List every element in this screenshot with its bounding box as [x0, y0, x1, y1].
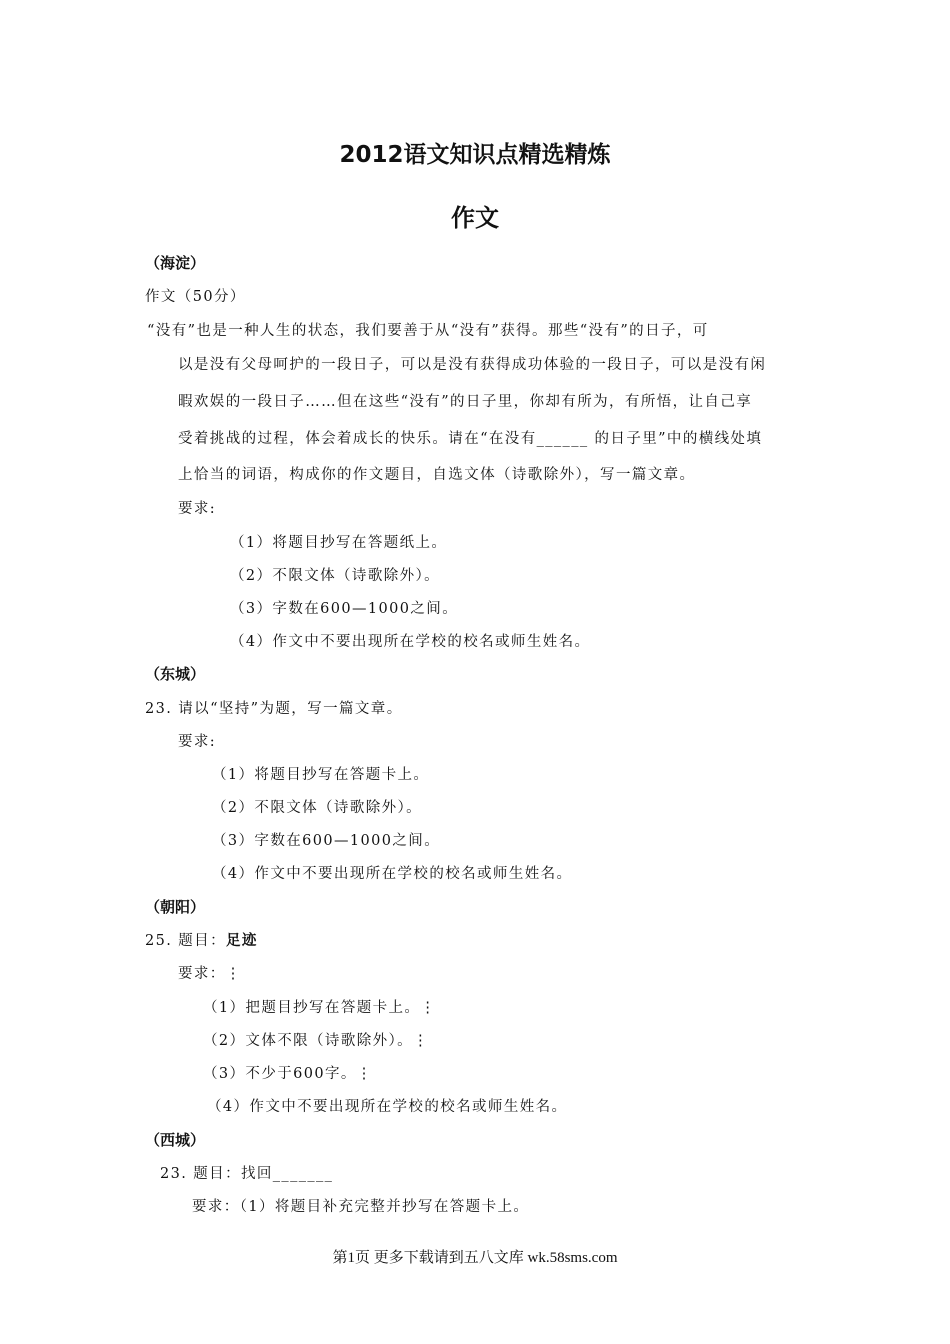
chaoyang-question [145, 929, 258, 950]
haidian-para-line: “没有”也是一种人生的状态，我们要善于从“没有”获得。那些“没有”的日子，可 [147, 323, 709, 339]
chaoyang-req-label: 要求：⋮ [178, 966, 242, 982]
dongcheng-req-item: （3）字数在600—1000之间。 [212, 833, 441, 849]
section-heading-xicheng: （西城） [145, 1131, 206, 1149]
dongcheng-req-item: （4）作文中不要出现所在学校的校名或师生姓名。 [212, 866, 573, 882]
haidian-req-label: 要求: [178, 501, 217, 517]
document-subtitle: 作文 [451, 204, 499, 232]
haidian-para-line: 暇欢娱的一段日子……但在这些“没有”的日子里，你却有所为，有所悟，让自己享 [178, 394, 753, 410]
haidian-para-line: 受着挑战的过程，体会着成长的快乐。请在“在没有______ 的日子里”中的横线处填 [178, 431, 763, 447]
section-heading-chaoyang: （朝阳） [145, 898, 206, 916]
chaoyang-req-item: （4）作文中不要出现所在学校的校名或师生姓名。 [207, 1099, 568, 1115]
chaoyang-req-item: （1）把题目抄写在答题卡上。⋮ [203, 1000, 437, 1016]
haidian-para-line: 上恰当的词语，构成你的作文题目，自选文体（诗歌除外），写一篇文章。 [178, 467, 696, 483]
haidian-para-line: 以是没有父母呵护的一段日子，可以是没有获得成功体验的一段日子，可以是没有闲 [178, 357, 767, 373]
dongcheng-req-label: 要求: [178, 734, 217, 750]
chaoyang-req-item: （2）文体不限（诗歌除外）。⋮ [203, 1033, 429, 1049]
xicheng-req-line: 要求：（1）将题目补充完整并抄写在答题卡上。 [192, 1199, 530, 1215]
document-title: 2012语文知识点精选精炼 [339, 142, 611, 168]
haidian-task: 作文（50分） [145, 289, 246, 305]
dongcheng-req-item: （1）将题目抄写在答题卡上。 [212, 767, 430, 783]
xicheng-question: 23. 题目：找回_______ [160, 1166, 334, 1182]
chaoyang-req-item: （3）不少于600字。⋮ [203, 1066, 373, 1082]
page-footer: 第1页 更多下载请到五八文库 wk.58sms.com [332, 1250, 618, 1266]
haidian-req-item: （3）字数在600—1000之间。 [230, 601, 459, 617]
haidian-req-item: （2）不限文体（诗歌除外）。 [230, 568, 441, 584]
section-heading-haidian: （海淀） [145, 254, 206, 272]
chaoyang-question-title: 足迹 [225, 932, 258, 949]
haidian-req-item: （4）作文中不要出现所在学校的校名或师生姓名。 [230, 634, 591, 650]
dongcheng-req-item: （2）不限文体（诗歌除外）。 [212, 800, 423, 816]
dongcheng-question: 23. 请以“坚持”为题，写一篇文章。 [145, 701, 403, 717]
chaoyang-question-prefix: 25. 题目： [145, 933, 226, 949]
haidian-req-item: （1）将题目抄写在答题纸上。 [230, 535, 448, 551]
section-heading-dongcheng: （东城） [145, 665, 206, 683]
